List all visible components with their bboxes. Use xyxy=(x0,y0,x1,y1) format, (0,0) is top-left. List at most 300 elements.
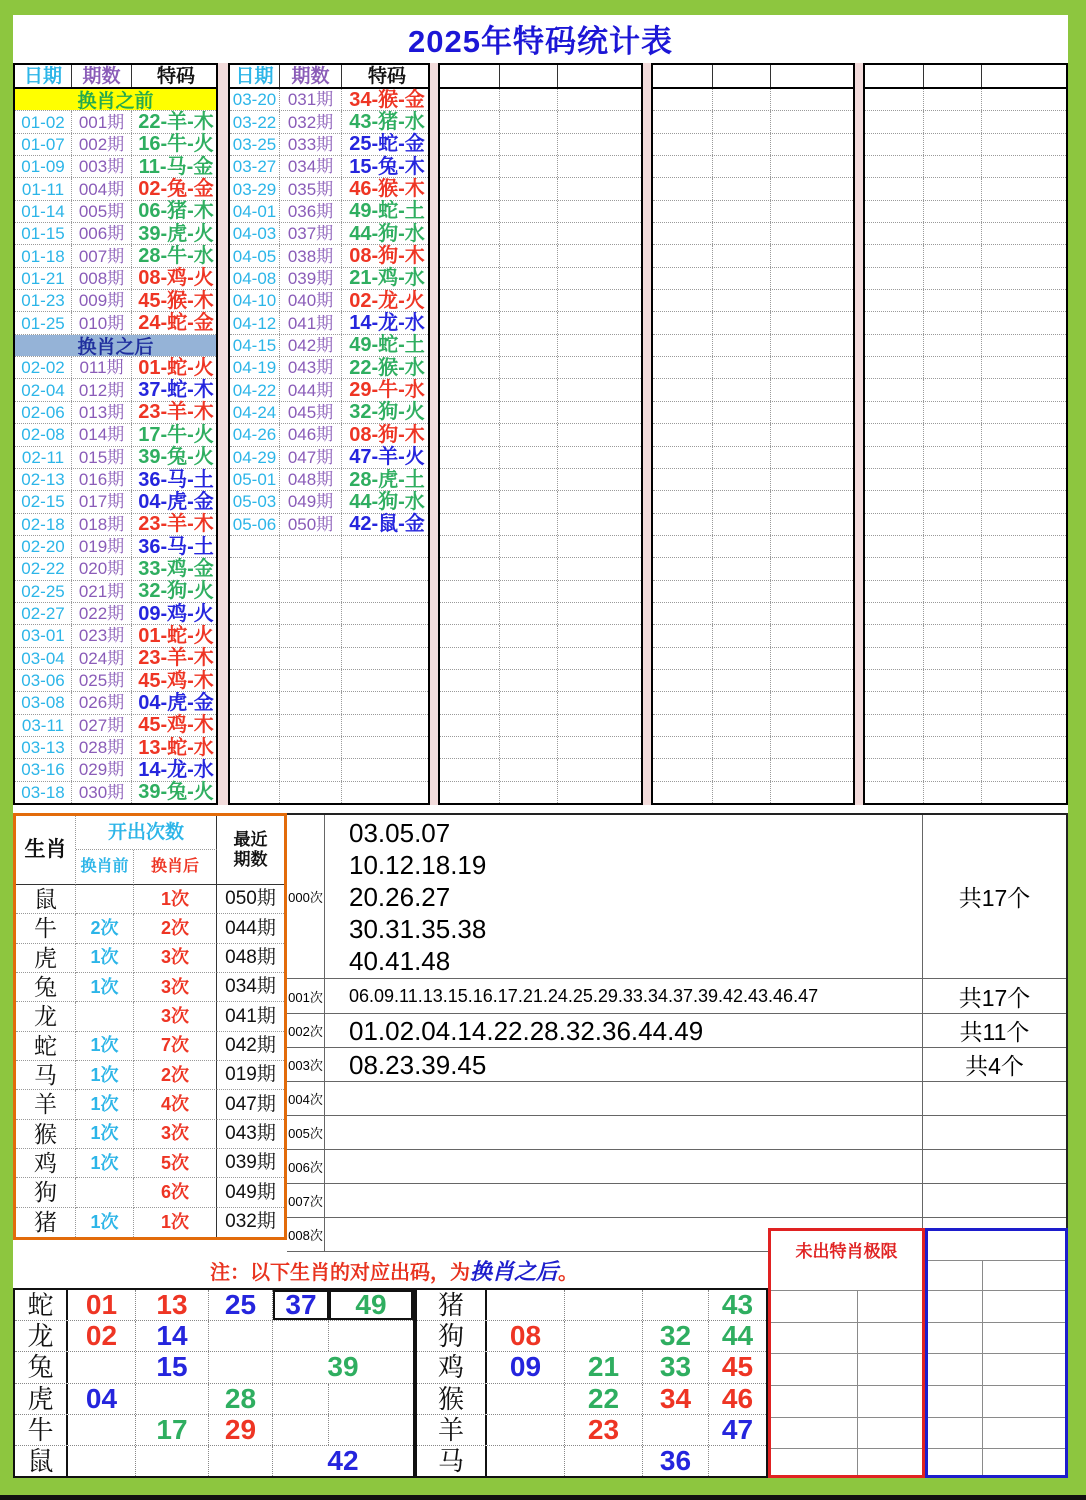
special-cell: 36-马-土 xyxy=(138,535,214,558)
stats-after-cell: 2次 xyxy=(134,1061,217,1090)
table-row xyxy=(15,469,216,491)
table-row xyxy=(15,402,216,424)
special-cell: 16-牛-火 xyxy=(138,133,214,156)
bottom-number-cell: 47 xyxy=(721,1413,754,1445)
date-cell xyxy=(865,201,924,222)
table-row xyxy=(15,245,216,267)
table-row xyxy=(653,648,853,670)
period-cell xyxy=(500,692,558,713)
special-cell xyxy=(982,558,1070,579)
date-cell xyxy=(440,424,500,445)
frequency-label: 002次 xyxy=(287,1014,325,1047)
period-cell xyxy=(713,558,771,579)
frequency-label: 000次 xyxy=(287,815,325,978)
bottom-empty-cell xyxy=(487,1446,565,1476)
special-cell: 21-鸡-水 xyxy=(349,267,425,290)
bottom-number-cell: 15 xyxy=(136,1352,209,1382)
special-cell xyxy=(771,268,857,289)
special-cell: 45-鸡-木 xyxy=(138,669,214,692)
period-cell xyxy=(500,245,558,266)
table-row xyxy=(865,402,1066,424)
stats-recent-cell: 049期 xyxy=(217,1178,284,1207)
special-cell xyxy=(771,201,857,222)
period-cell xyxy=(924,357,982,378)
period-cell xyxy=(500,312,558,333)
special-cell xyxy=(558,759,645,780)
period-cell xyxy=(280,737,342,758)
special-cell: 28-牛-水 xyxy=(138,245,214,268)
stats-zodiac-cell: 鼠 xyxy=(16,885,76,914)
period-cell xyxy=(924,134,982,155)
frequency-row xyxy=(287,1150,1066,1184)
table-row xyxy=(440,156,641,178)
period-cell xyxy=(500,335,558,356)
bottom-zodiac-cell: 羊 xyxy=(417,1415,487,1445)
column-header: 日期 xyxy=(230,65,280,87)
date-cell xyxy=(865,379,924,400)
table-row xyxy=(440,424,641,446)
table-row xyxy=(653,536,853,558)
period-cell xyxy=(713,447,771,468)
frequency-row xyxy=(287,1082,1066,1116)
period-cell xyxy=(500,402,558,423)
period-cell: 007期 xyxy=(72,245,132,266)
period-cell xyxy=(500,268,558,289)
special-cell xyxy=(771,491,857,512)
special-cell: 24-蛇-金 xyxy=(138,312,214,335)
table-row xyxy=(653,581,853,603)
period-cell: 044期 xyxy=(280,379,342,400)
table-row xyxy=(440,737,641,759)
period-cell xyxy=(713,491,771,512)
blue-box-grid-line xyxy=(928,1322,1065,1323)
date-cell xyxy=(865,536,924,557)
date-cell: 02-13 xyxy=(15,469,72,490)
period-cell xyxy=(924,759,982,780)
table-row xyxy=(653,715,853,737)
frequency-row xyxy=(287,1116,1066,1150)
frequency-numbers xyxy=(325,1184,922,1217)
date-cell xyxy=(440,715,500,736)
date-cell xyxy=(865,692,924,713)
special-cell: 39-兔-火 xyxy=(138,781,214,804)
stats-header-zodiac: 生肖 xyxy=(16,816,76,885)
date-cell xyxy=(865,737,924,758)
special-cell xyxy=(558,558,645,579)
table-row xyxy=(15,603,216,625)
table-row xyxy=(653,782,853,803)
date-cell xyxy=(653,491,713,512)
date-cell: 02-06 xyxy=(15,402,72,423)
period-cell xyxy=(500,782,558,803)
date-cell xyxy=(865,424,924,445)
frequency-label: 001次 xyxy=(287,979,325,1013)
special-cell: 08-鸡-火 xyxy=(138,267,214,290)
table-row xyxy=(230,312,428,334)
table-row xyxy=(865,648,1066,670)
date-cell: 02-20 xyxy=(15,536,72,557)
table-row xyxy=(865,379,1066,401)
period-cell xyxy=(713,648,771,669)
stats-recent-cell: 032期 xyxy=(225,1211,276,1233)
stats-before-cell: 1次 xyxy=(76,1090,134,1119)
date-cell xyxy=(440,379,500,400)
date-cell xyxy=(230,737,280,758)
stats-before-cell xyxy=(76,1002,134,1031)
date-cell xyxy=(865,335,924,356)
frequency-number-line: 08.23.39.45 xyxy=(349,1049,487,1080)
period-cell xyxy=(280,603,342,624)
table-row xyxy=(230,245,428,267)
special-cell xyxy=(982,648,1070,669)
period-cell xyxy=(924,111,982,132)
special-cell: 15-兔-木 xyxy=(349,155,425,178)
special-cell xyxy=(771,447,857,468)
bottom-row xyxy=(15,1290,413,1321)
special-cell xyxy=(982,290,1070,311)
date-cell xyxy=(865,759,924,780)
table-row xyxy=(230,357,428,379)
period-cell: 021期 xyxy=(72,581,132,602)
special-cell xyxy=(771,312,857,333)
special-cell xyxy=(558,268,645,289)
period-cell xyxy=(500,379,558,400)
date-cell xyxy=(440,625,500,646)
special-cell xyxy=(342,603,432,624)
table-row xyxy=(230,491,428,513)
table-row xyxy=(865,715,1066,737)
table-row xyxy=(865,581,1066,603)
period-cell xyxy=(713,670,771,691)
period-cell: 031期 xyxy=(280,89,342,110)
period-cell xyxy=(713,402,771,423)
special-cell xyxy=(771,134,857,155)
special-cell: 46-猴-木 xyxy=(349,178,425,201)
date-cell xyxy=(230,536,280,557)
special-cell: 39-虎-火 xyxy=(138,222,214,245)
bottom-zodiac-cell: 猴 xyxy=(417,1384,487,1414)
period-cell: 015期 xyxy=(72,447,132,468)
date-cell: 04-10 xyxy=(230,290,280,311)
bottom-zodiac-cell: 狗 xyxy=(417,1321,487,1351)
table-row xyxy=(15,759,216,781)
table-row xyxy=(653,514,853,536)
special-cell xyxy=(982,134,1070,155)
bottom-zodiac-cell: 马 xyxy=(417,1446,487,1476)
table-row xyxy=(865,290,1066,312)
special-cell: 14-龙-水 xyxy=(138,758,214,781)
special-cell xyxy=(558,581,645,602)
red-box-grid-line xyxy=(771,1385,922,1386)
bottom-row xyxy=(417,1352,766,1383)
date-cell xyxy=(865,156,924,177)
date-cell xyxy=(440,692,500,713)
stats-zodiac-cell: 马 xyxy=(16,1061,76,1090)
special-cell xyxy=(771,156,857,177)
period-cell xyxy=(924,201,982,222)
date-cell: 01-25 xyxy=(15,312,72,333)
date-cell xyxy=(865,290,924,311)
period-cell xyxy=(280,715,342,736)
date-cell xyxy=(865,357,924,378)
special-cell xyxy=(771,737,857,758)
table-row xyxy=(15,715,216,737)
special-cell xyxy=(982,469,1070,490)
green-border-left xyxy=(0,0,13,1500)
bottom-zodiac-cell: 虎 xyxy=(15,1384,68,1414)
special-cell: 36-马-土 xyxy=(138,468,214,491)
frequency-row xyxy=(287,1014,1066,1048)
date-cell xyxy=(440,268,500,289)
period-cell: 050期 xyxy=(280,514,342,535)
stats-header-recent-line1: 最近 xyxy=(233,830,268,850)
table-row xyxy=(230,715,428,737)
column-header xyxy=(865,65,924,87)
date-cell xyxy=(653,514,713,535)
bottom-row xyxy=(15,1415,413,1446)
date-cell: 03-22 xyxy=(230,111,280,132)
special-cell xyxy=(982,491,1070,512)
period-cell xyxy=(280,692,342,713)
red-box-grid-line xyxy=(771,1448,922,1449)
table-row xyxy=(440,268,641,290)
period-cell xyxy=(924,178,982,199)
stats-after-cell: 3次 xyxy=(134,944,217,973)
date-cell: 03-11 xyxy=(15,715,72,736)
bottom-empty-cell xyxy=(136,1384,209,1414)
date-cell: 01-07 xyxy=(15,134,72,155)
date-cell: 04-26 xyxy=(230,424,280,445)
table-row xyxy=(653,335,853,357)
period-cell xyxy=(713,536,771,557)
special-cell xyxy=(771,648,857,669)
special-cell xyxy=(982,223,1070,244)
stats-header-recent-line2: 期数 xyxy=(233,850,268,869)
special-cell xyxy=(771,245,857,266)
stats-zodiac-cell: 牛 xyxy=(16,914,76,943)
bottom-number-cell: 25 xyxy=(209,1290,273,1320)
bottom-row xyxy=(15,1321,413,1352)
table-row xyxy=(865,759,1066,781)
date-cell xyxy=(653,469,713,490)
table-row xyxy=(865,469,1066,491)
period-cell xyxy=(500,581,558,602)
date-cell: 02-04 xyxy=(15,379,72,400)
date-cell xyxy=(440,737,500,758)
bottom-number-cell: 13 xyxy=(136,1290,209,1320)
table-row xyxy=(440,134,641,156)
table-row xyxy=(230,581,428,603)
special-cell xyxy=(982,447,1070,468)
special-cell xyxy=(558,536,645,557)
period-cell: 003期 xyxy=(72,156,132,177)
special-cell xyxy=(982,402,1070,423)
special-cell xyxy=(771,603,857,624)
table-row xyxy=(230,134,428,156)
note-prefix: 注：以下生肖的对应出码，为 xyxy=(209,1261,470,1284)
period-cell xyxy=(280,759,342,780)
table-row xyxy=(653,268,853,290)
date-cell xyxy=(865,603,924,624)
special-cell xyxy=(558,782,645,803)
table-row xyxy=(440,290,641,312)
special-cell xyxy=(342,692,432,713)
date-cell xyxy=(440,223,500,244)
special-cell xyxy=(982,581,1070,602)
date-cell xyxy=(653,134,713,155)
special-cell: 45-鸡-木 xyxy=(138,714,214,737)
period-cell xyxy=(924,335,982,356)
bottom-number-cell: 01 xyxy=(68,1290,136,1320)
table-row xyxy=(440,223,641,245)
special-cell xyxy=(558,424,645,445)
special-cell xyxy=(558,715,645,736)
period-group xyxy=(863,63,1068,805)
frequency-count xyxy=(922,1082,1066,1115)
table-row xyxy=(653,178,853,200)
special-cell xyxy=(558,245,645,266)
frequency-label: 007次 xyxy=(287,1184,325,1217)
table-row xyxy=(653,290,853,312)
bottom-number-cell: 02 xyxy=(68,1321,136,1351)
special-cell xyxy=(771,424,857,445)
table-row xyxy=(440,536,641,558)
stats-after-cell: 6次 xyxy=(134,1178,217,1207)
period-cell xyxy=(713,759,771,780)
frequency-numbers xyxy=(325,1048,922,1081)
table-row xyxy=(865,335,1066,357)
table-row xyxy=(865,424,1066,446)
period-cell xyxy=(280,558,342,579)
table-row xyxy=(865,111,1066,133)
stats-after-cell: 1次 xyxy=(134,1208,217,1237)
period-cell xyxy=(500,536,558,557)
date-cell xyxy=(230,603,280,624)
special-cell xyxy=(558,111,645,132)
period-cell: 042期 xyxy=(280,335,342,356)
date-cell xyxy=(865,782,924,803)
table-row xyxy=(15,156,216,178)
date-cell xyxy=(865,402,924,423)
table-row xyxy=(653,692,853,714)
frequency-count: 共17个 xyxy=(922,815,1066,978)
special-cell: 37-蛇-木 xyxy=(138,379,214,402)
period-group xyxy=(651,63,855,805)
table-row xyxy=(653,111,853,133)
column-header xyxy=(500,65,558,87)
stats-recent-cell: 047期 xyxy=(217,1090,284,1119)
special-cell xyxy=(982,178,1070,199)
date-cell: 01-18 xyxy=(15,245,72,266)
period-cell xyxy=(924,536,982,557)
date-cell xyxy=(865,268,924,289)
stats-zodiac-cell: 虎 xyxy=(16,944,76,973)
stats-header-recent xyxy=(217,816,284,885)
special-cell: 43-猪-水 xyxy=(349,111,425,134)
period-cell xyxy=(500,648,558,669)
table-row xyxy=(15,692,216,714)
period-cell xyxy=(924,245,982,266)
special-cell: 28-虎-土 xyxy=(349,468,425,491)
period-cell xyxy=(500,134,558,155)
period-cell xyxy=(924,782,982,803)
stats-zodiac-cell: 兔 xyxy=(16,973,76,1002)
stats-before-cell: 1次 xyxy=(76,944,134,973)
frequency-numbers xyxy=(325,1116,922,1149)
frequency-count xyxy=(922,1184,1066,1217)
special-cell: 23-羊-木 xyxy=(138,647,214,670)
date-cell xyxy=(653,402,713,423)
date-cell: 02-27 xyxy=(15,603,72,624)
section-banner-row xyxy=(15,335,216,357)
bottom-empty-cell xyxy=(565,1321,643,1351)
frequency-table xyxy=(287,813,1068,1250)
special-cell xyxy=(771,290,857,311)
period-cell xyxy=(924,514,982,535)
period-cell xyxy=(713,514,771,535)
period-cell xyxy=(924,648,982,669)
date-cell xyxy=(865,134,924,155)
period-cell: 013期 xyxy=(72,402,132,423)
date-cell xyxy=(440,89,500,110)
period-cell: 039期 xyxy=(280,268,342,289)
period-cell xyxy=(713,625,771,646)
period-cell xyxy=(924,156,982,177)
section-banner: 换肖之后 xyxy=(15,335,216,356)
date-cell: 04-22 xyxy=(230,379,280,400)
special-cell xyxy=(982,514,1070,535)
special-cell xyxy=(771,692,857,713)
blue-box-grid-line xyxy=(928,1385,1065,1386)
frequency-label: 003次 xyxy=(287,1048,325,1081)
special-cell xyxy=(342,737,432,758)
red-box-grid-line xyxy=(771,1290,922,1291)
period-cell xyxy=(924,424,982,445)
special-cell: 17-牛-火 xyxy=(138,423,214,446)
column-header xyxy=(440,65,500,87)
column-header xyxy=(924,65,982,87)
stats-zodiac-cell: 猴 xyxy=(16,1120,76,1149)
bottom-number-cell: 37 xyxy=(273,1290,329,1320)
date-cell: 05-01 xyxy=(230,469,280,490)
date-cell xyxy=(865,447,924,468)
special-cell xyxy=(771,402,857,423)
table-row xyxy=(440,178,641,200)
date-cell xyxy=(653,156,713,177)
special-cell: 44-狗-水 xyxy=(349,490,425,513)
date-cell xyxy=(230,581,280,602)
date-cell: 02-08 xyxy=(15,424,72,445)
bottom-empty-cell xyxy=(68,1352,136,1382)
period-cell xyxy=(924,223,982,244)
special-cell xyxy=(558,692,645,713)
table-row xyxy=(440,402,641,424)
table-row xyxy=(15,178,216,200)
bottom-empty-cell xyxy=(209,1446,273,1476)
period-cell: 045期 xyxy=(280,402,342,423)
date-cell xyxy=(653,268,713,289)
bottom-empty-cell xyxy=(329,1384,413,1414)
table-row xyxy=(440,357,641,379)
bottom-number-cell: 43 xyxy=(721,1289,754,1321)
period-cell xyxy=(500,603,558,624)
table-row xyxy=(653,447,853,469)
period-cell: 037期 xyxy=(280,223,342,244)
period-cell: 017期 xyxy=(72,491,132,512)
date-cell: 02-02 xyxy=(15,357,72,378)
date-cell xyxy=(440,603,500,624)
special-cell xyxy=(558,625,645,646)
